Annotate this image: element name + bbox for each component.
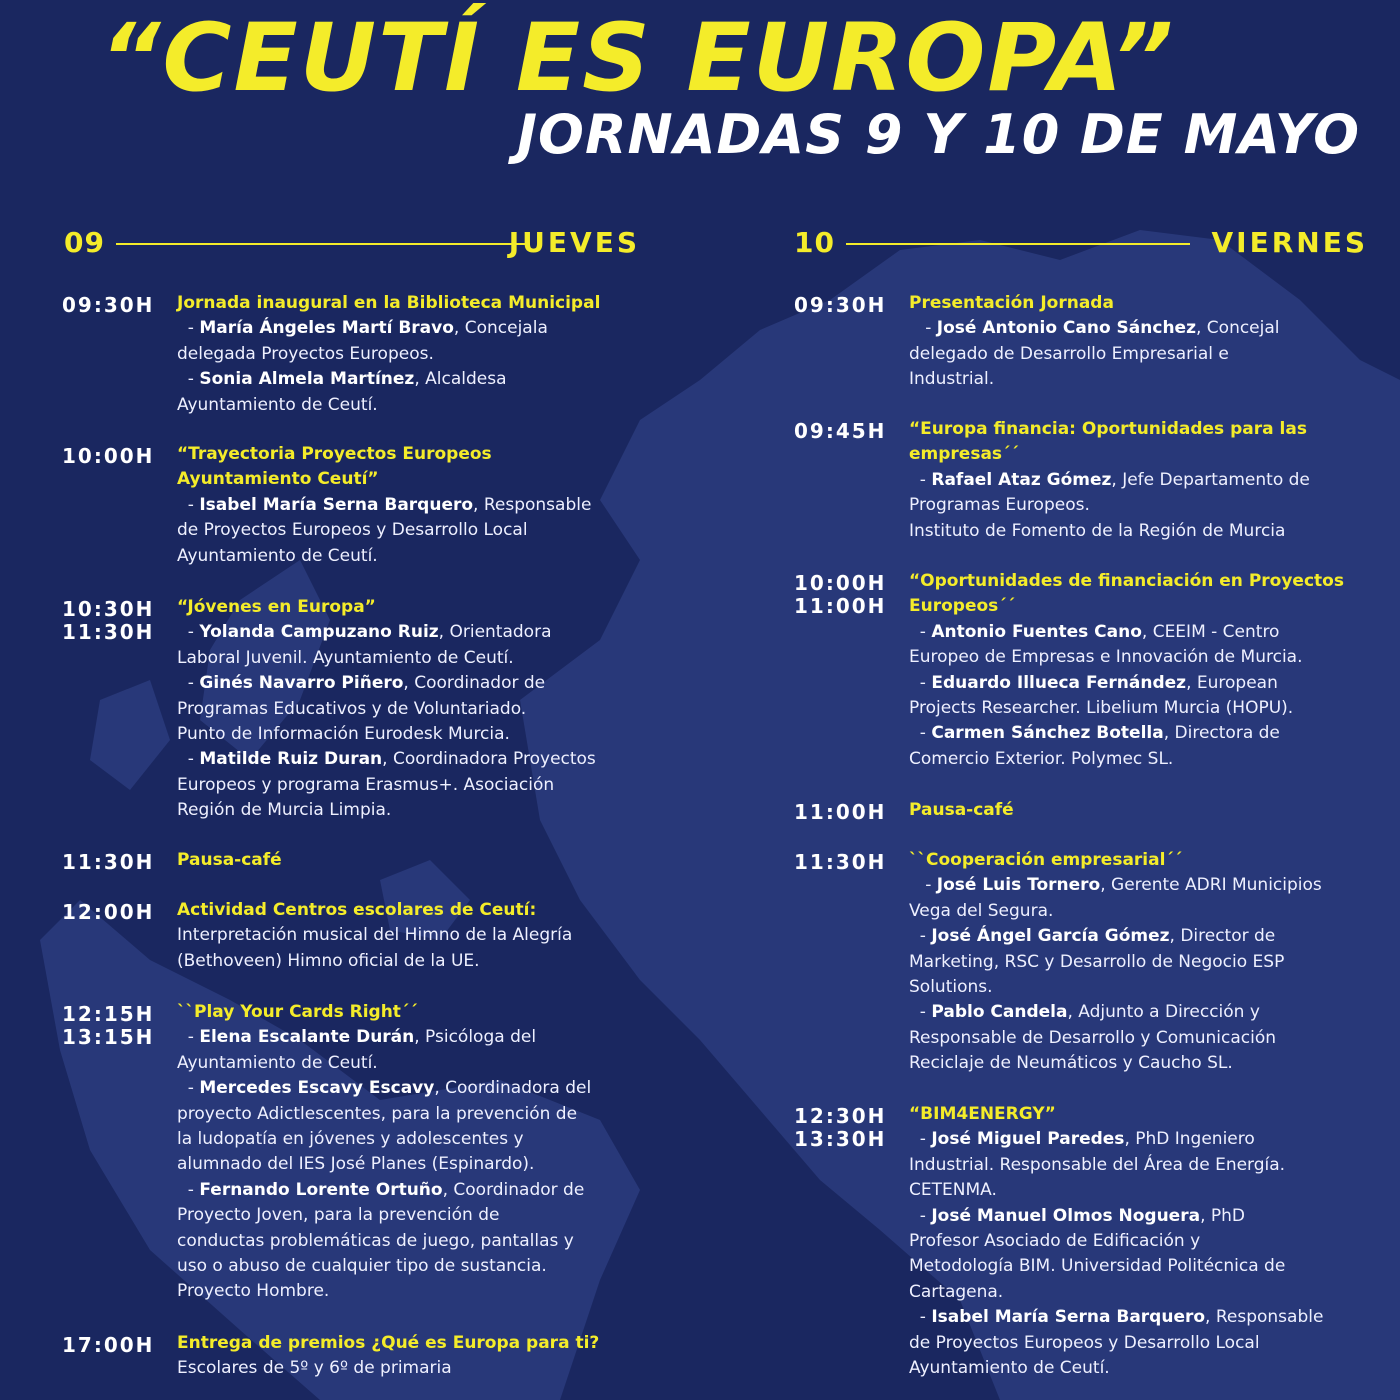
entry-line: - Yolanda Campuzano Ruiz, Orientadora <box>177 622 552 643</box>
entry-line: delegado de Desarrollo Empresarial e <box>909 343 1229 364</box>
entry-title: “Trayectoria Proyectos Europeos <box>177 444 492 464</box>
speaker-name: Elena Escalante Durán <box>199 1027 415 1048</box>
speaker-name: Sonia Almela Martínez <box>199 369 415 390</box>
speaker-name: Isabel María Serna Barquero <box>199 494 474 515</box>
entry-line: CETENMA. <box>909 1180 997 1201</box>
day-number: 09 <box>64 226 105 259</box>
entry-line: Marketing, RSC y Desarrollo de Negocio ESP <box>909 951 1285 972</box>
entry-time <box>794 851 909 874</box>
time-start: 09:45H <box>794 419 887 443</box>
entry-line: uso o abuso de cualquier tipo de sustancia. <box>177 1256 547 1277</box>
entry-title: Pausa-café <box>909 800 1014 820</box>
entry-line: - Eduardo Illueca Fernández, European <box>909 672 1278 693</box>
entry-time <box>62 1003 177 1049</box>
entry-line: Instituto de Fomento de la Región de Murcia <box>909 520 1286 541</box>
speaker-name: Fernando Lorente Ortuño <box>199 1179 443 1200</box>
entry-line: Región de Murcia Limpia. <box>177 800 392 821</box>
entry-time <box>62 598 177 644</box>
entry-title: Presentación Jornada <box>909 293 1114 313</box>
entry-body <box>177 442 697 569</box>
speaker-name: José Miguel Paredes <box>931 1129 1125 1150</box>
entry-line: delegada Proyectos Europeos. <box>177 343 434 364</box>
entry-time <box>794 572 909 618</box>
entry-body <box>909 848 1400 1077</box>
speaker-name: Pablo Candela <box>931 1002 1068 1023</box>
entry-line: - José Antonio Cano Sánchez, Concejal <box>909 318 1280 339</box>
entry-line: - Carmen Sánchez Botella, Directora de <box>909 723 1280 744</box>
entry-body <box>177 848 697 873</box>
speaker-name: Matilde Ruiz Duran <box>199 749 383 770</box>
entry-line: Projects Researcher. Libelium Murcia (HOPU). <box>909 698 1294 719</box>
entry-line: Responsable de Desarrollo y Comunicación <box>909 1027 1276 1048</box>
time-start: 11:30H <box>794 850 887 874</box>
entry-time <box>794 294 909 317</box>
entry-body <box>909 798 1400 823</box>
entry-title: Entrega de premios ¿Qué es Europa para ti? <box>177 1333 600 1353</box>
entry-line: - Antonio Fuentes Cano, CEEIM - Centro <box>909 621 1280 642</box>
entry-line: Ayuntamiento de Ceutí. <box>177 394 378 415</box>
day-number: 10 <box>794 226 835 259</box>
speaker-name: Carmen Sánchez Botella <box>931 723 1164 744</box>
day-header-friday <box>794 226 1368 266</box>
entry-line: Ayuntamiento de Ceutí. <box>177 545 378 566</box>
entry-line: (Bethoveen) Himno oficial de la UE. <box>177 950 480 971</box>
entry-line: alumnado del IES José Planes (Espinardo). <box>177 1154 535 1175</box>
entry-line: - Elena Escalante Durán, Psicóloga del <box>177 1027 537 1048</box>
entry-time <box>62 901 177 924</box>
entry-body <box>909 1102 1400 1381</box>
entry-line: - María Ángeles Martí Bravo, Concejala <box>177 318 548 339</box>
entry-time <box>794 420 909 443</box>
entry-title: Ayuntamiento Ceutí” <box>177 469 379 490</box>
time-start: 09:30H <box>62 293 155 317</box>
entry-line: - Mercedes Escavy Escavy, Coordinadora del <box>177 1078 592 1099</box>
time-end: 11:30H <box>62 620 155 644</box>
event-title: “CEUTÍ ES EUROPA” <box>100 4 1176 113</box>
time-end: 13:15H <box>62 1025 155 1049</box>
speaker-name: José Manuel Olmos Noguera <box>931 1205 1201 1226</box>
entry-line: proyecto Adictlescentes, para la prevención de <box>177 1103 578 1124</box>
entry-title: “Europa financia: Oportunidades para las <box>909 419 1307 439</box>
entry-line: Metodología BIM. Universidad Politécnica de <box>909 1256 1286 1277</box>
entry-line: Interpretación musical del Himno de la Alegría <box>177 925 573 946</box>
entry-line: Cartagena. <box>909 1281 1004 1302</box>
day-name: VIERNES <box>1211 226 1368 259</box>
entry-line: Vega del Segura. <box>909 900 1054 921</box>
entry-line: - José Miguel Paredes, PhD Ingeniero <box>909 1129 1255 1150</box>
entry-line: - Rafael Ataz Gómez, Jefe Departamento de <box>909 469 1310 490</box>
entry-line: Punto de Información Eurodesk Murcia. <box>177 724 510 745</box>
entry-line: Laboral Juvenil. Ayuntamiento de Ceutí. <box>177 647 514 668</box>
entry-line: - Isabel María Serna Barquero, Responsable <box>177 494 592 515</box>
entry-line: Programas Europeos. <box>909 495 1090 516</box>
speaker-name: María Ángeles Martí Bravo <box>199 318 454 339</box>
entry-line: - Isabel María Serna Barquero, Responsable <box>909 1307 1324 1328</box>
entry-line: Profesor Asociado de Edificación y <box>909 1231 1201 1252</box>
entry-line: - José Ángel García Gómez, Director de <box>909 926 1276 947</box>
entry-title: “BIM4ENERGY” <box>909 1104 1056 1124</box>
entry-time <box>62 851 177 874</box>
entry-time <box>62 294 177 317</box>
entry-line: Escolares de 5º y 6º de primaria <box>177 1358 452 1379</box>
entry-line: - Sonia Almela Martínez, Alcaldesa <box>177 369 507 390</box>
divider-line <box>846 243 1190 245</box>
speaker-name: Isabel María Serna Barquero <box>931 1307 1206 1328</box>
speaker-name: José Ángel García Gómez <box>931 926 1170 947</box>
time-start: 12:15H <box>62 1002 155 1026</box>
speaker-name: Yolanda Campuzano Ruiz <box>199 622 439 643</box>
entry-title: Actividad Centros escolares de Ceutí: <box>177 900 537 920</box>
entry-line: de Proyectos Europeos y Desarrollo Local <box>177 520 528 541</box>
time-end: 11:00H <box>794 594 887 618</box>
speaker-name: Mercedes Escavy Escavy <box>199 1078 435 1099</box>
entry-line: conductas problemáticas de juego, pantallas y <box>177 1230 574 1251</box>
speaker-name: Ginés Navarro Piñero <box>199 673 404 694</box>
entry-title: Europeos´´ <box>909 596 1016 617</box>
event-subtitle: JORNADAS 9 Y 10 DE MAYO <box>516 103 1360 166</box>
entry-line: Reciclaje de Neumáticos y Caucho SL. <box>909 1053 1233 1074</box>
entry-body <box>177 1000 697 1305</box>
time-start: 10:00H <box>794 571 887 595</box>
entry-line: Europeos y programa Erasmus+. Asociación <box>177 774 555 795</box>
entry-line: - Fernando Lorente Ortuño, Coordinador de <box>177 1179 585 1200</box>
speaker-name: Eduardo Illueca Fernández <box>931 672 1187 693</box>
entry-body <box>909 569 1400 772</box>
entry-title: ``Play Your Cards Right´´ <box>177 1002 418 1022</box>
time-start: 11:30H <box>62 850 155 874</box>
time-start: 10:30H <box>62 597 155 621</box>
entry-title: “Oportunidades de financiación en Proyectos <box>909 571 1344 591</box>
day-name: JUEVES <box>508 226 640 259</box>
day-header-thursday <box>64 226 640 266</box>
entry-title: “Jóvenes en Europa” <box>177 597 376 617</box>
entry-line: de Proyectos Europeos y Desarrollo Local <box>909 1332 1260 1353</box>
time-start: 17:00H <box>62 1333 155 1357</box>
entry-line: la ludopatía en jóvenes y adolescentes y <box>177 1129 524 1150</box>
entry-title: Jornada inaugural en la Biblioteca Municipal <box>177 293 601 313</box>
entry-line: Ayuntamiento de Ceutí. <box>909 1358 1110 1379</box>
entry-time <box>62 1334 177 1357</box>
entry-line: Comercio Exterior. Polymec SL. <box>909 748 1174 769</box>
entry-line: - José Luis Tornero, Gerente ADRI Municipios <box>909 875 1322 896</box>
time-start: 10:00H <box>62 444 155 468</box>
time-end: 13:30H <box>794 1127 887 1151</box>
speaker-name: José Antonio Cano Sánchez <box>936 318 1196 339</box>
entry-body <box>177 898 697 974</box>
entry-line: - José Manuel Olmos Noguera, PhD <box>909 1205 1246 1226</box>
entry-line: - Matilde Ruiz Duran, Coordinadora Proyectos <box>177 749 596 770</box>
time-start: 09:30H <box>794 293 887 317</box>
entry-time <box>794 801 909 824</box>
entry-body <box>909 417 1400 544</box>
entry-line: Industrial. Responsable del Área de Energía. <box>909 1154 1286 1175</box>
entry-time <box>62 445 177 468</box>
entry-line: Solutions. <box>909 977 993 998</box>
divider-line <box>116 243 530 245</box>
entry-title: empresas´´ <box>909 444 1020 465</box>
speaker-name: José Luis Tornero <box>936 875 1101 896</box>
entry-body <box>909 291 1400 393</box>
entry-line: - Pablo Candela, Adjunto a Dirección y <box>909 1002 1260 1023</box>
entry-line: Industrial. <box>909 369 995 390</box>
entry-line: Europeo de Empresas e Innovación de Murcia. <box>909 647 1303 668</box>
entry-title: ``Cooperación empresarial´´ <box>909 850 1183 870</box>
entry-body <box>177 1331 697 1382</box>
speaker-name: Rafael Ataz Gómez <box>931 469 1112 490</box>
entry-line: - Ginés Navarro Piñero, Coordinador de <box>177 673 546 694</box>
entry-line: Programas Educativos y de Voluntariado. <box>177 698 527 719</box>
entry-line: Ayuntamiento de Ceutí. <box>177 1052 378 1073</box>
time-start: 12:00H <box>62 900 155 924</box>
time-start: 11:00H <box>794 800 887 824</box>
speaker-name: Antonio Fuentes Cano <box>931 621 1142 642</box>
entry-time <box>794 1105 909 1151</box>
time-start: 12:30H <box>794 1104 887 1128</box>
entry-line: Proyecto Joven, para la prevención de <box>177 1205 500 1226</box>
entry-body <box>177 291 697 418</box>
entry-line: Proyecto Hombre. <box>177 1281 330 1302</box>
entry-body <box>177 595 697 824</box>
entry-title: Pausa-café <box>177 850 282 870</box>
